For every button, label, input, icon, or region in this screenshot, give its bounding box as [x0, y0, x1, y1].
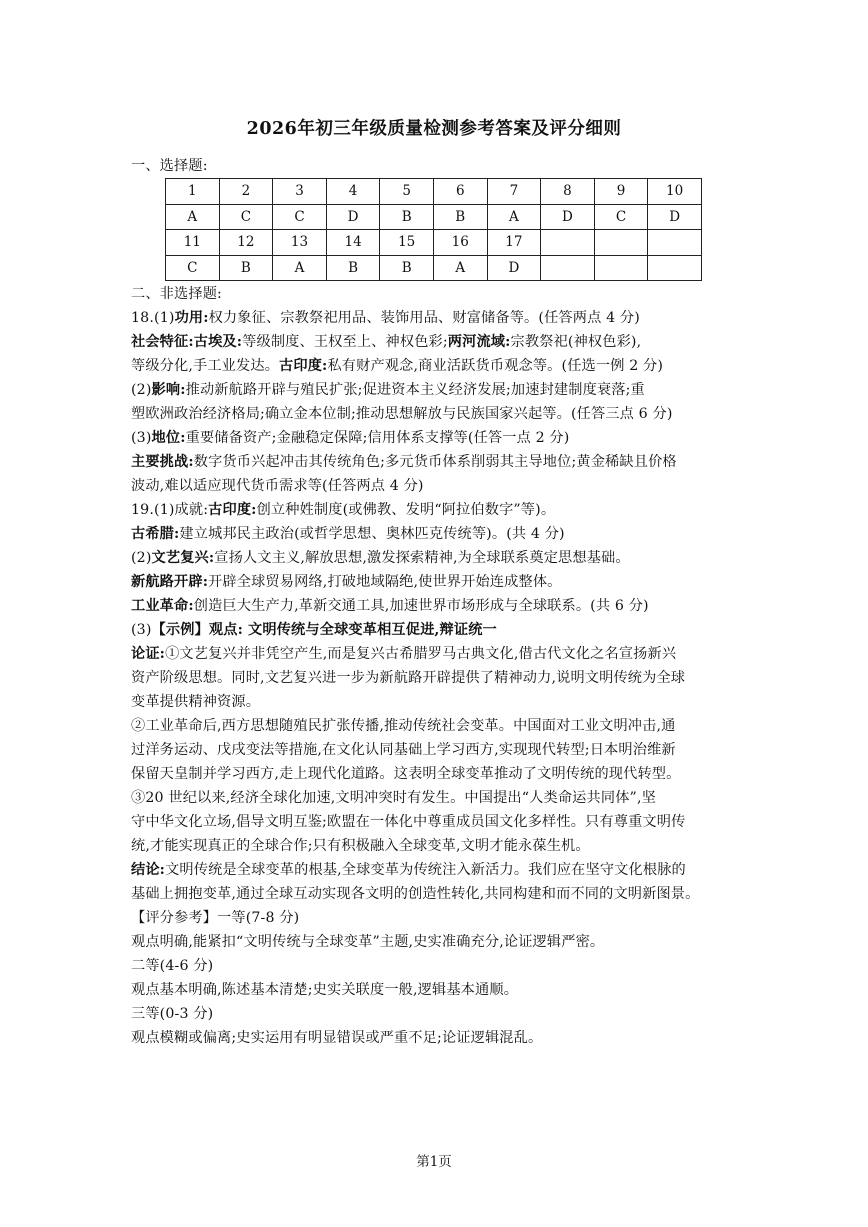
- answer-table-cell: 6: [433, 179, 487, 205]
- q18-term-function: 功用:: [174, 310, 209, 326]
- answer-table-cell: B: [219, 255, 273, 281]
- q19-line-17: 基础上拥抱变革,通过全球互动实现各文明的创造性转化,共同构建和而不同的文明新图景。: [131, 886, 700, 902]
- q18-line-6: [131, 426, 743, 450]
- answer-table-cell: 4: [326, 179, 380, 205]
- answer-table-row: [166, 179, 702, 205]
- q18-term-mesopotamia: 两河流域:: [447, 334, 511, 350]
- q19-text: 文明传统是全球变革的根基,全球变革为传统注入新活力。我们应在坚守文化根脉的: [165, 862, 686, 878]
- q18-line-7: [131, 450, 743, 474]
- q19-text: 宣扬人文主义,解放思想,激发探索精神,为全球联系奠定思想基础。: [214, 550, 630, 566]
- q19-line-11: 过洋务运动、戊戌变法等措施,在文化认同基础上学习西方,实现现代转型;日本明治维新: [131, 742, 676, 758]
- scoring-first-grade-desc: 观点明确,能紧扣“文明传统与全球变革”主题,史实准确充分,论证逻辑严密。: [131, 934, 605, 950]
- q19-line-2: [131, 522, 743, 546]
- q18-term-egypt: 社会特征:古埃及:: [131, 334, 243, 350]
- answer-table-cell: 5: [380, 179, 434, 205]
- scoring-third-grade: 三等(0-3 分): [131, 1006, 214, 1022]
- answer-table-cell: 3: [273, 179, 327, 205]
- answer-table-cell: C: [219, 204, 273, 230]
- q18-part1-text: 权力象征、宗教祭祀用品、装饰用品、财富储备等。(任答两点 4 分): [208, 310, 640, 326]
- answer-table-row: [166, 204, 702, 230]
- q19-text: ①文艺复兴并非凭空产生,而是复兴古希腊罗马古典文化,借古代文化之名宣扬新兴: [165, 646, 677, 662]
- q19-line-3: [131, 546, 743, 570]
- answer-table-cell: 2: [219, 179, 273, 205]
- q18-part2-number: (2): [131, 382, 152, 398]
- q18-text: 等级制度、王权至上、神权色彩;: [242, 334, 448, 350]
- answer-table: [165, 178, 702, 281]
- scoring-reference-first-grade: 【评分参考】一等(7-8 分): [131, 910, 300, 926]
- q19-text: 创立种姓制度(或佛教、发明“阿拉伯数字”等)。: [256, 502, 556, 518]
- q18-term-challenges: 主要挑战:: [131, 454, 194, 470]
- q19-line-13: ③20 世纪以来,经济全球化加速,文明冲突时有发生。中国提出“人类命运共同体”,坚: [131, 790, 656, 806]
- q19-term-greece: 古希腊:: [131, 526, 180, 542]
- q19-line-7: [131, 642, 743, 666]
- answer-table-cell: B: [380, 255, 434, 281]
- q18-line-1: [131, 306, 743, 330]
- answer-table-cell: 1: [166, 179, 220, 205]
- q19-term-india: 古印度:: [208, 502, 257, 518]
- q18-text: 重要储备资产;金融稳定保障;信用体系支撑等(任答一点 2 分): [185, 430, 570, 446]
- q19-line-16: [131, 858, 743, 882]
- answer-table-cell: 16: [433, 230, 487, 256]
- q19-line-9: 变革提供精神资源。: [131, 694, 261, 710]
- answer-table-cell: C: [273, 204, 327, 230]
- q18-term-impact: 影响:: [151, 382, 186, 398]
- answer-table-cell: A: [433, 255, 487, 281]
- q19-text: 开辟全球贸易网络,打破地域隔绝,使世界开始连成整体。: [208, 574, 562, 590]
- answer-table-cell: 11: [166, 230, 220, 256]
- answer-table-cell: [594, 255, 648, 281]
- answer-table-cell: B: [380, 204, 434, 230]
- answer-table-cell: [594, 230, 648, 256]
- q18-line-8: 波动,难以适应现代货币需求等(任答两点 4 分): [131, 478, 424, 494]
- q18-text: 私有财产观念,商业活跃货币观念等。(任选一例 2 分): [327, 358, 664, 374]
- q19-line-14: 守中华文化立场,倡导文明互鉴;欧盟在一体化中尊重成员国文化多样性。只有尊重文明传: [131, 814, 686, 830]
- answer-table-cell: A: [166, 204, 220, 230]
- q19-line-12: 保留天皇制并学习西方,走上现代化道路。这表明全球变革推动了文明传统的现代转型。: [131, 766, 681, 782]
- q19-line-4: [131, 570, 743, 594]
- q18-term-status: 地位:: [151, 430, 186, 446]
- q18-text: 宗教祭祀(神权色彩),: [510, 334, 642, 350]
- q19-line-1: [131, 498, 743, 522]
- q19-text: 创造巨大生产力,革新交通工具,加速世界市场形成与全球联系。(共 6 分): [193, 598, 649, 614]
- q19-part1-number: 19.(1)成就:: [131, 502, 209, 518]
- answer-table-cell: A: [273, 255, 327, 281]
- answer-table-cell: [541, 230, 595, 256]
- q18-line-3: [131, 354, 743, 378]
- answer-table-cell: 15: [380, 230, 434, 256]
- answer-table-cell: [648, 255, 702, 281]
- section-heading-nonchoice: 二、非选择题:: [131, 286, 222, 302]
- scoring-second-grade: 二等(4-6 分): [131, 958, 214, 974]
- q18-text: 数字货币兴起冲击其传统角色;多元货币体系削弱其主导地位;黄金稀缺且价格: [193, 454, 677, 470]
- q18-term-india: 古印度:: [279, 358, 328, 374]
- q18-part3-number: (3): [131, 430, 152, 446]
- q18-text: 等级分化,手工业发达。: [131, 358, 280, 374]
- q19-term-argument: 论证:: [131, 646, 166, 662]
- page-number: 第1页: [416, 1154, 452, 1170]
- q19-term-new-routes: 新航路开辟:: [131, 574, 209, 590]
- answer-table-cell: D: [326, 204, 380, 230]
- q19-term-renaissance: 文艺复兴:: [151, 550, 215, 566]
- q19-line-10: ②工业革命后,西方思想随殖民扩张传播,推动传统社会变革。中国面对工业文明冲击,通: [131, 718, 676, 734]
- answer-table-row: [166, 230, 702, 256]
- scoring-third-grade-desc: 观点模糊或偏离;史实运用有明显错误或严重不足;论证逻辑混乱。: [131, 1030, 543, 1046]
- answer-table-cell: 8: [541, 179, 595, 205]
- answer-table-cell: A: [487, 204, 541, 230]
- q18-part1-number: 18.(1): [131, 310, 175, 326]
- section-heading-choice: 一、选择题:: [131, 158, 208, 174]
- q18-line-5: 塑欧洲政治经济格局;确立金本位制;推动思想解放与民族国家兴起等。(任答三点 6 分): [131, 406, 673, 422]
- q19-line-8: 资产阶级思想。同时,文艺复兴进一步为新航路开辟提供了精神动力,说明文明传统为全球: [131, 670, 686, 686]
- q18-line-4: [131, 378, 743, 402]
- q19-term-conclusion: 结论:: [131, 862, 166, 878]
- q19-part3-number: (3): [131, 622, 152, 638]
- answer-table-cell: [648, 230, 702, 256]
- q19-line-5: [131, 594, 743, 618]
- answer-table-cell: 17: [487, 230, 541, 256]
- q18-text: 推动新航路开辟与殖民扩张;促进资本主义经济发展;加速封建制度衰落;重: [185, 382, 645, 398]
- q19-text: 建立城邦民主政治(或哲学思想、奥林匹克传统等)。(共 4 分): [179, 526, 565, 542]
- answer-table-cell: 7: [487, 179, 541, 205]
- q19-example-viewpoint: 【示例】观点: 文明传统与全球变革相互促进,辩证统一: [151, 622, 497, 638]
- answer-table-cell: B: [326, 255, 380, 281]
- answer-table-cell: C: [166, 255, 220, 281]
- answer-table-cell: D: [648, 204, 702, 230]
- q19-line-6: [131, 618, 743, 642]
- answer-table-cell: D: [487, 255, 541, 281]
- answer-table-row: [166, 255, 702, 281]
- answer-table-cell: B: [433, 204, 487, 230]
- answer-table-cell: 13: [273, 230, 327, 256]
- q19-part2-number: (2): [131, 550, 152, 566]
- answer-table-cell: C: [594, 204, 648, 230]
- answer-table-cell: 14: [326, 230, 380, 256]
- answer-table-cell: [541, 255, 595, 281]
- answer-table-cell: 10: [648, 179, 702, 205]
- q18-line-2: [131, 330, 743, 354]
- answer-table-cell: 9: [594, 179, 648, 205]
- answer-table-cell: D: [541, 204, 595, 230]
- q19-line-15: 统,才能实现真正的全球合作;只有积极融入全球变革,文明才能永葆生机。: [131, 838, 590, 854]
- scoring-second-grade-desc: 观点基本明确,陈述基本清楚;史实关联度一般,逻辑基本通顺。: [131, 982, 519, 998]
- answer-table-cell: 12: [219, 230, 273, 256]
- page-title: 2026年初三年级质量检测参考答案及评分细则: [246, 119, 622, 139]
- q19-term-industrial-revolution: 工业革命:: [131, 598, 194, 614]
